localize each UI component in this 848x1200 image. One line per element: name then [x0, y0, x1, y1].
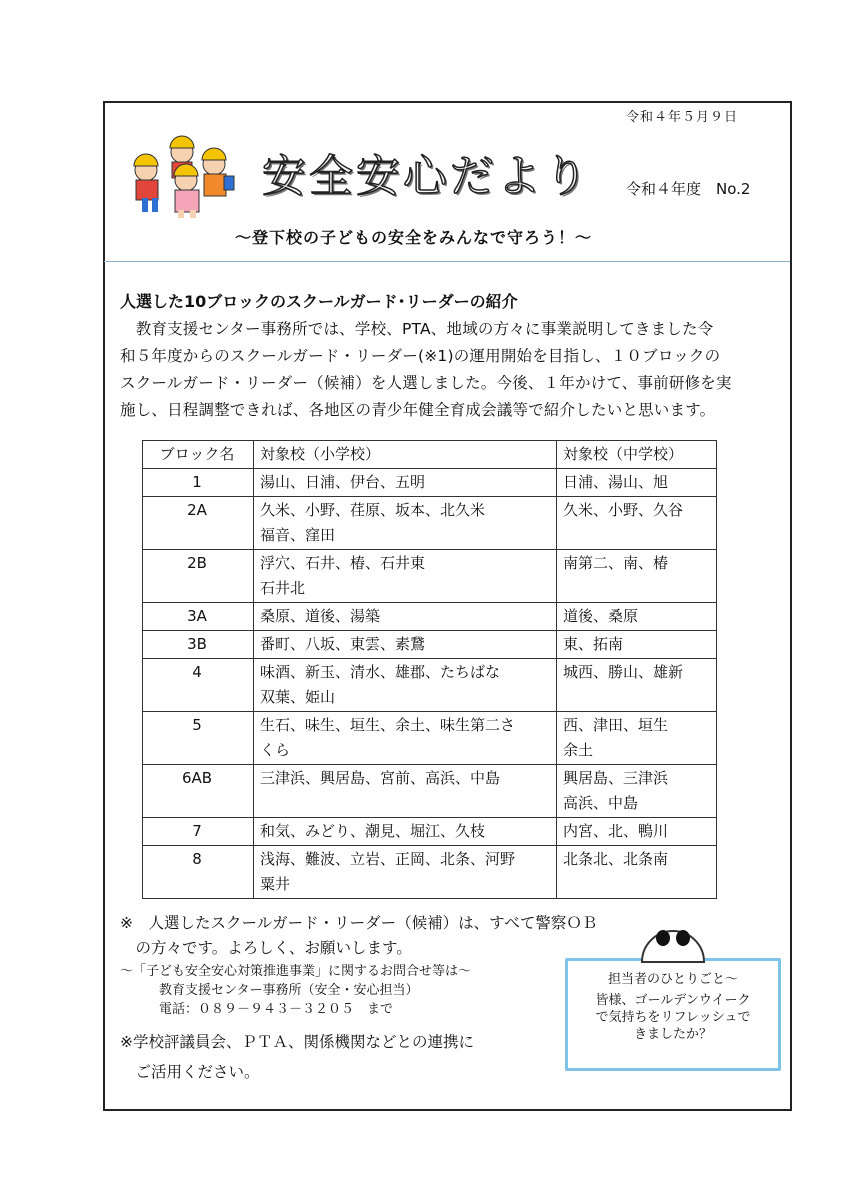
header-divider — [104, 261, 790, 262]
block-cell — [143, 497, 254, 550]
junior-cell — [557, 631, 717, 659]
cell-line: 城西、勝山、雄新 — [563, 663, 684, 681]
elementary-cell — [254, 765, 557, 818]
cell-line: 生石、味生、垣生、余土、味生第二さ — [260, 716, 516, 734]
comment-line: 担当者のひとりごと～ — [607, 972, 738, 987]
junior-cell — [557, 469, 717, 497]
elementary-cell — [254, 712, 557, 765]
cell-line: 3A — [187, 607, 207, 625]
intro-line: 教育支援センター事務所では、学校、PTA、地域の方々に事業説明してきました令 — [120, 320, 714, 338]
note-usage — [120, 1027, 474, 1087]
cell-line: 味酒、新玉、清水、雄郡、たちばな — [260, 663, 501, 681]
cell-line: 南第二、南、椿 — [563, 554, 669, 572]
elementary-cell — [254, 846, 557, 899]
cell-line: 浅海、難波、立岩、正岡、北条、河野 — [260, 850, 516, 868]
junior-cell — [557, 659, 717, 712]
column-header: 対象校（中学校） — [557, 441, 717, 469]
table-row — [143, 631, 717, 659]
cell-line: 日浦、湯山、旭 — [563, 473, 669, 491]
cell-line: 湯山、日浦、伊台、五明 — [260, 473, 426, 491]
cell-line: 三津浜、興居島、宮前、高浜、中島 — [260, 769, 501, 787]
block-cell — [143, 659, 254, 712]
cell-line: 2B — [187, 554, 207, 572]
table-row — [143, 659, 717, 712]
newsletter-title: 安全安心だより — [262, 151, 591, 202]
table-row — [143, 818, 717, 846]
block-cell — [143, 631, 254, 659]
block-cell — [143, 469, 254, 497]
elementary-cell — [254, 497, 557, 550]
contact-line: ～「子ども安全安心対策推進事業」に関するお問合せ等は～ — [120, 964, 472, 979]
cell-line: 7 — [192, 822, 202, 840]
cell-line: 石井北 — [260, 579, 306, 597]
cell-line: 8 — [192, 850, 202, 868]
table-row — [143, 603, 717, 631]
cell-line: 内宮、北、鴨川 — [563, 822, 669, 840]
block-cell — [143, 603, 254, 631]
cell-line: 4 — [192, 663, 202, 681]
contact-line: 教育支援センター事務所（安全・安心担当） — [120, 983, 419, 998]
contact-line: 電話：０８９－９４３－３２０５ まで — [120, 1002, 394, 1017]
cell-line: 桑原、道後、湯築 — [260, 607, 381, 625]
junior-cell — [557, 497, 717, 550]
block-cell — [143, 846, 254, 899]
cell-line: 久米、小野、久谷 — [563, 501, 684, 519]
block-cell — [143, 712, 254, 765]
table-row — [143, 497, 717, 550]
comment-line: きましたか？ — [633, 1027, 712, 1042]
intro-paragraph — [120, 316, 780, 424]
cell-line: 福音、窪田 — [260, 526, 336, 544]
cell-line: 1 — [192, 473, 202, 491]
contact-info — [120, 962, 471, 1019]
cell-line: 東、拓南 — [563, 635, 624, 653]
elementary-cell — [254, 469, 557, 497]
block-cell — [143, 818, 254, 846]
block-table — [142, 440, 717, 899]
note-police-ob — [120, 911, 597, 961]
junior-cell — [557, 550, 717, 603]
elementary-cell — [254, 631, 557, 659]
note-line: の方々です。よろしく、お願いします。 — [120, 939, 412, 957]
table-row — [143, 846, 717, 899]
junior-cell — [557, 712, 717, 765]
note-line: ※学校評議員会、ＰＴＡ、関係機関などとの連携に — [120, 1033, 474, 1051]
table-row — [143, 550, 717, 603]
column-header: 対象校（小学校） — [254, 441, 557, 469]
elementary-cell — [254, 659, 557, 712]
cell-line: 5 — [192, 716, 202, 734]
issue-date: 令和４年５月９日 — [626, 110, 739, 125]
cell-line: 西、津田、垣生 — [563, 716, 669, 734]
column-header: ブロック名 — [143, 441, 254, 469]
block-cell — [143, 550, 254, 603]
table-row — [143, 712, 717, 765]
comment-line: で気持ちをリフレッシュで — [595, 1010, 751, 1025]
cell-line: 興居島、三津浜 — [563, 769, 669, 787]
section-heading: 人選した10ブロックのスクールガード･リーダーの紹介 — [120, 292, 518, 311]
intro-line: 和５年度からのスクールガード・リーダー(※1)の運用開始を目指し、１０ブロックの — [120, 347, 721, 365]
cell-line: 浮穴、石井、椿、石井東 — [260, 554, 426, 572]
cell-line: 6AB — [181, 769, 213, 787]
issue-number: 令和４年度 No.2 — [626, 180, 751, 198]
cell-line: くら — [260, 741, 291, 759]
cell-line: 粟井 — [260, 875, 291, 893]
newsletter-subtitle: ～登下校の子どもの安全をみんなで守ろう！～ — [235, 228, 593, 247]
cell-line: 双葉、姫山 — [260, 688, 336, 706]
table-header-row — [143, 441, 717, 469]
cell-line: 3B — [187, 635, 207, 653]
comment-line: 皆様、ゴールデンウイーク — [595, 993, 751, 1008]
note-line: ※ 人選したスクールガード・リーダー（候補）は、すべて警察ＯＢ — [120, 914, 598, 932]
cell-line: 北条北、北条南 — [563, 850, 669, 868]
cell-line: 2A — [187, 501, 207, 519]
note-line: ご活用ください。 — [120, 1063, 260, 1081]
staff-comment-box — [565, 958, 781, 1071]
cell-line: 余土 — [563, 741, 594, 759]
cell-line: 久米、小野、荏原、坂本、北久米 — [260, 501, 486, 519]
junior-cell — [557, 603, 717, 631]
cell-line: 和気、みどり、潮見、堀江、久枝 — [260, 822, 486, 840]
table-row — [143, 765, 717, 818]
elementary-cell — [254, 818, 557, 846]
table-row — [143, 469, 717, 497]
block-cell — [143, 765, 254, 818]
junior-cell — [557, 846, 717, 899]
cell-line: 番町、八坂、東雲、素鵞 — [260, 635, 426, 653]
intro-line: 施し、日程調整できれば、各地区の青少年健全育成会議等で紹介したいと思います。 — [120, 401, 716, 419]
elementary-cell — [254, 550, 557, 603]
elementary-cell — [254, 603, 557, 631]
peeking-face-icon — [638, 902, 708, 964]
intro-line: スクールガード・リーダー（候補）を人選しました。今後、１年かけて、事前研修を実 — [120, 374, 732, 392]
children-helmets-illustration — [124, 128, 242, 220]
junior-cell — [557, 765, 717, 818]
cell-line: 道後、桑原 — [563, 607, 639, 625]
junior-cell — [557, 818, 717, 846]
cell-line: 高浜、中島 — [563, 794, 639, 812]
